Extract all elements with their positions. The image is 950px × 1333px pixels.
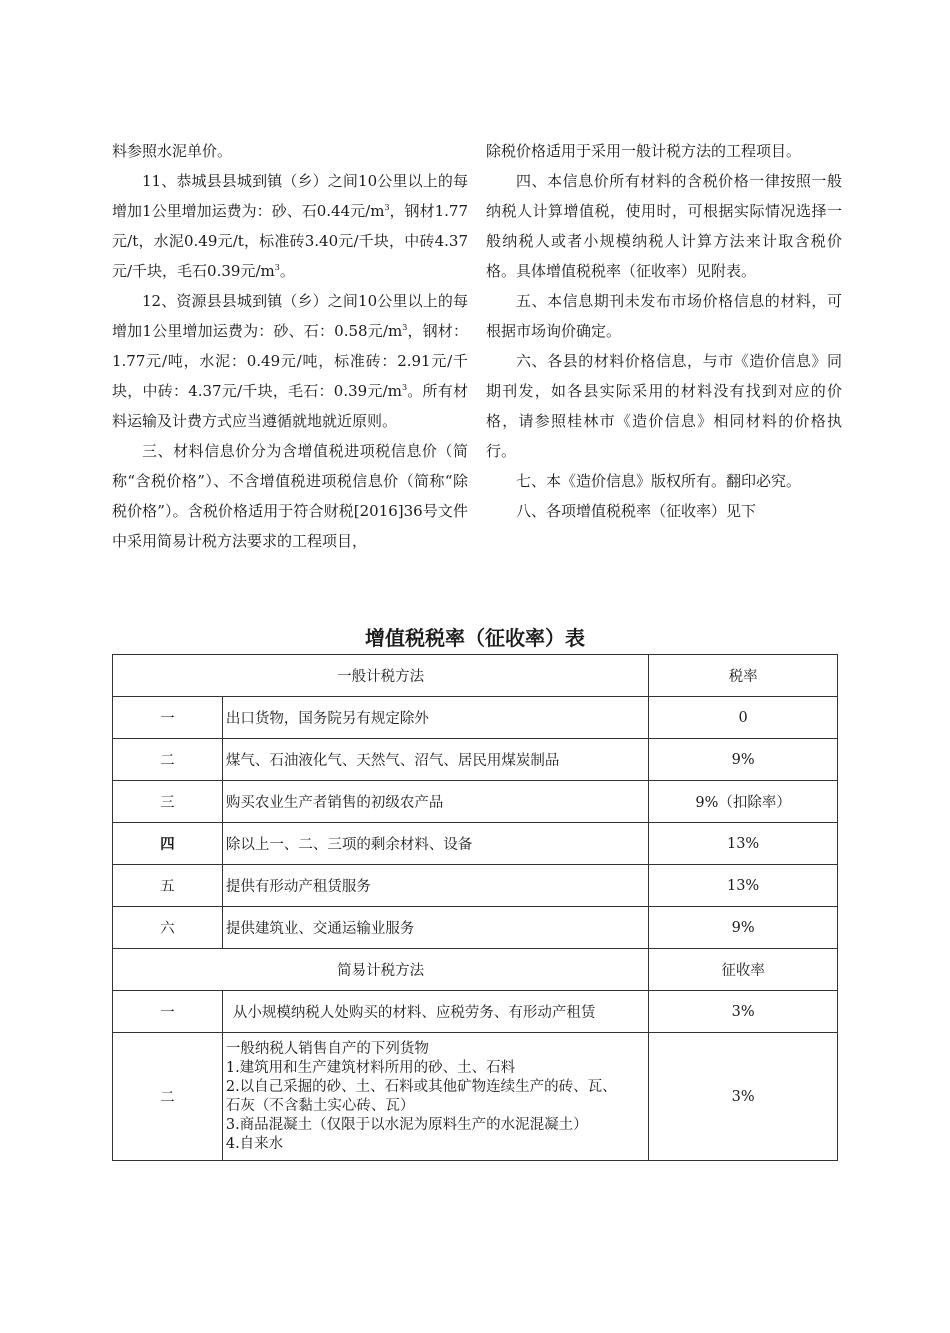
table-title: 增值税税率（征收率）表 — [365, 626, 585, 650]
row-rate: 9% — [649, 907, 838, 949]
table-row — [113, 907, 838, 949]
paragraph: 七、本《造价信息》版权所有。翻印必究。 — [516, 472, 802, 490]
general-method-header: 一般计税方法 — [113, 655, 649, 697]
levy-rate-header: 征收率 — [649, 949, 838, 991]
row-number: 六 — [113, 907, 223, 949]
paragraph: 八、各项增值税税率（征收率）见下 — [516, 502, 757, 520]
paragraph: 五、本信息期刊未发布市场价格信息的材料，可根据市场询价确定。 — [486, 292, 842, 340]
paragraph: 六、各县的材料价格信息，与市《造价信息》同期刊发，如各县实际采用的材料没有找到对应的价格，请参照桂林市《造价信息》相同材料的价格执行。 — [486, 352, 842, 460]
row-number: 五 — [113, 865, 223, 907]
paragraph: 三、材料信息价分为含增值税进项税信息价（简称“含税价格”）、不含增值税进项税信息价（简称“除税价格”）。含税价格适用于符合财税[2016]36号文件中采用简易计税方法要求的工程项目， — [112, 442, 468, 550]
paragraph-ziyuan-freight: 12、资源县县城到镇（乡）之间10公里以上的每增加1公里增加运费为：砂、石：0.58元$/m^3$，钢材：1.77元/吨，水泥：0.49元/吨，标准砖：2.91元/千块，中砖：4.37元/千块，毛石：0.39元$/m^3$。所有材料运输及计费方式应当遵循就地就近原则。 — [112, 292, 468, 430]
paragraph: 料参照水泥单价。 — [112, 142, 233, 160]
row-rate: 0 — [649, 697, 838, 739]
table-row — [113, 991, 838, 1033]
row-description: 煤气、石油液化气、天然气、沼气、居民用煤炭制品 — [222, 739, 648, 781]
row-number: 一 — [113, 991, 223, 1033]
row-rate: 3% — [649, 991, 838, 1033]
row-number: 二 — [113, 739, 223, 781]
row-number: 一 — [113, 697, 223, 739]
table-row — [113, 1033, 838, 1161]
row-description: 从小规模纳税人处购买的材料、应税劳务、有形动产租赁 — [222, 991, 648, 1033]
description-line: 2.以自己采掘的砂、土、石料或其他矿物连续生产的砖、瓦、 — [225, 1078, 617, 1095]
row-number: 四 — [113, 823, 223, 865]
paragraph: 四、本信息价所有材料的含税价格一律按照一般纳税人计算增值税，使用时，可根据实际情况选择一般纳税人或者小规模纳税人计算方法来计取含税价格。具体增值税税率（征收率）见附表。 — [486, 172, 842, 280]
row-description-multiline — [222, 1033, 648, 1161]
table-row — [113, 697, 838, 739]
row-rate: 13% — [649, 823, 838, 865]
row-description: 提供建筑业、交通运输业服务 — [222, 907, 648, 949]
left-text-column — [112, 136, 468, 556]
simple-method-header: 简易计税方法 — [113, 949, 649, 991]
row-description: 除以上一、二、三项的剩余材料、设备 — [222, 823, 648, 865]
right-text-column — [486, 136, 842, 526]
description-line: 石灰（不含黏土实心砖、瓦） — [225, 1097, 415, 1114]
description-line: 1.建筑用和生产建筑材料所用的砂、土、石料 — [225, 1059, 516, 1076]
paragraph-gongcheng-freight: 11、恭城县县城到镇（乡）之间10公里以上的每增加1公里增加运费为：砂、石0.44元$/m^3$，钢材1.77元/t，水泥0.49元/t，标准砖3.40元/千块，中砖4.37元/千块，毛石0.39元$/m^3$。 — [112, 172, 468, 280]
row-number: 二 — [113, 1033, 223, 1161]
table-header-row — [113, 655, 838, 697]
table-header-row — [113, 949, 838, 991]
row-description: 购买农业生产者销售的初级农产品 — [222, 781, 648, 823]
table-row — [113, 739, 838, 781]
row-number: 三 — [113, 781, 223, 823]
description-line: 3.商品混凝土（仅限于以水泥为原料生产的水泥混凝土） — [225, 1116, 588, 1133]
rate-header: 税率 — [649, 655, 838, 697]
row-description: 出口货物，国务院另有规定除外 — [222, 697, 648, 739]
row-rate: 9%（扣除率） — [649, 781, 838, 823]
table-row — [113, 823, 838, 865]
vat-rate-table — [112, 654, 838, 1161]
paragraph: 除税价格适用于采用一般计税方法的工程项目。 — [486, 142, 802, 160]
description-line: 4.自来水 — [225, 1135, 284, 1152]
table-row — [113, 865, 838, 907]
row-description: 提供有形动产租赁服务 — [222, 865, 648, 907]
row-rate: 13% — [649, 865, 838, 907]
description-line: 一般纳税人销售自产的下列货物 — [225, 1040, 429, 1057]
row-rate: 3% — [649, 1033, 838, 1161]
table-row — [113, 781, 838, 823]
row-rate: 9% — [649, 739, 838, 781]
